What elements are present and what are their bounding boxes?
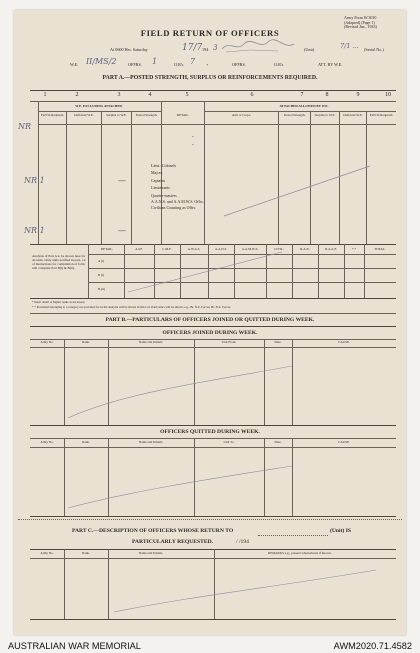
analysis-row-b-i: B (i) [98, 273, 105, 277]
header-surplus-att: Surplus to W.E. [314, 113, 336, 117]
we-label: W.E. [70, 62, 79, 67]
rule [18, 519, 402, 520]
ors-value: 7 [190, 57, 196, 66]
rank-captains: Captains [151, 177, 165, 183]
rule [38, 101, 39, 244]
form-title: FIELD RETURN OF OFFICERS [140, 28, 280, 38]
handwritten-row-2: NR 1 [24, 226, 45, 235]
cancel-stroke-analysis [126, 248, 286, 296]
offrs-label: OFFRS. [128, 62, 142, 67]
analysis-note: Analysis of Part A to be shown here for all units. Only units notified in para. 14 of Instructions for compilation of form will complete Part B(i) & B(ii). [32, 254, 86, 270]
asterisk-2: * [192, 143, 194, 147]
cancel-stroke-quitted [66, 462, 296, 512]
rank-list [151, 162, 205, 211]
rule [88, 244, 89, 298]
form-revised: (Revised Jan., 1943) [344, 24, 377, 30]
handwritten-dash-1: — [118, 176, 126, 185]
rule [30, 244, 396, 245]
we-excluding-header: W.E. EXCLUDING ATTACHED. [75, 104, 123, 108]
header-detail: DETAIL. [176, 113, 190, 117]
part-c-requested: PARTICULARLY REQUESTED. [132, 539, 214, 545]
ors-label: O.R's. [174, 62, 185, 67]
header-posted-strength-att: Posted Strength. [283, 113, 306, 117]
rank-aans: A.A.N.S. and A.A.M.W.S. Offrs. [151, 199, 204, 205]
rank-majors: Majors [151, 170, 163, 176]
rule [258, 535, 328, 536]
rank-civilians: Civilians Counting as Offrs. [151, 205, 197, 211]
date-handwritten: 17/7 [182, 43, 203, 53]
rank-lieutenants: Lieutenants [151, 185, 170, 191]
form-adapted: (Adapted) (Page 1) [344, 19, 375, 25]
quitted-title: OFFICERS QUITTED DURING WEEK. [160, 429, 260, 435]
rule [38, 124, 396, 125]
attached-allowed-header: ATTACHED ALLOWED BY W.E. [279, 104, 329, 108]
handwritten-dash-2: — [118, 226, 126, 235]
rule [30, 549, 396, 550]
rank-lt-colonels: Lieut.-Colonels [151, 163, 176, 168]
rule [108, 549, 109, 619]
form-number: Army Form W.3010 [344, 15, 377, 20]
cancel-stroke-a [220, 160, 380, 220]
rule [204, 111, 396, 112]
rule [66, 111, 67, 244]
part-b-title: PART B.—PARTICULARS OF OFFICERS JOINED OR QUITTED DURING WEEK. [105, 317, 315, 323]
unit-label: (Unit) [304, 47, 315, 52]
header-estbm-att: Est'b'm Required. [369, 113, 394, 117]
plus-offrs-label: OFFRS. [232, 62, 246, 67]
handwritten-row-1: NR 1 [24, 176, 45, 185]
at-hours-label: At 0600 Hrs. Saturday [110, 47, 148, 52]
header-surplus: Surplus to W.E. [106, 113, 127, 117]
part-a-title: PART A.—POSTED STRENGTH, SURPLUS OR REINFORCEMENTS REQUIRED. [102, 75, 318, 81]
rule [30, 619, 396, 620]
serial-handwritten: 7/1 ... [340, 42, 359, 50]
rule [38, 111, 161, 112]
rule [131, 111, 132, 244]
header-deficient-att: Deficient W.E. [343, 113, 363, 117]
asterisk-1: * [192, 135, 194, 139]
rule [101, 111, 102, 244]
rule [344, 244, 345, 298]
footer-institution: AUSTRALIAN WAR MEMORIAL [8, 641, 141, 651]
rule [30, 313, 396, 314]
plus-label: + [206, 62, 209, 67]
rule [364, 244, 365, 298]
rule [30, 326, 396, 327]
header-estbm-required: Est'b'm Required. [40, 113, 65, 117]
rule [30, 298, 396, 299]
rule [30, 425, 396, 426]
rule [64, 438, 65, 516]
part-c-unit-is: (Unit) IS [330, 528, 351, 534]
part-c-date-slots: / /194 [236, 539, 249, 545]
analysis-row-b-ii: B (ii) [98, 287, 106, 291]
plus-ors-label: O.R's. [274, 62, 285, 67]
form-paper: Army Form W.3010 (Adapted) (Page 1) (Revised Jan., 1943) FIELD RETURN OF OFFICERS At 0600 Hrs. Saturday 17/7 194 3 (Unit) 7/1 ... (Serial No.) W.E. II/MS/2 OFFRS. 1 O.R's. 7 + OFFRS. O.R's. ATT. BY W.E. PART A.—POSTED STRENGTH, SURPLUS OR REINFORCEMENTS REQUIRED. 1 2 3 4 5 6 7 8 9 10 W.E. EXCLUDING ATTACHED. ATTACHED ALLOWED BY W.E. Est'b'm Required. Deficient W.E. Surplus to W.E. Posted Strength. DETAIL. Arm or Corps. Posted Strength. Surplus to W.E. Deficient W.E. Est'b'm Required. * * Lieut.-Colonels Majors Captains Lieutenants Quarter-masters A.A.N.S. and A.A.M.W.S. Offrs. Civilians Counting as Offrs. NR NR 1 NR 1 — — Analysis of Part A to be shown here for all units. Only units notified in para. 14 of Instructions for compilation of form will complete Part B(i) & B(ii). DETAIL. A.I.F. C.M.F. A.W.A.S. A.A.N.S. A.A.M.W.S. CIVIL. R.A.N. R.A.A.F. * * TOTAL. A (i) B (i) B (ii) * Insert detail of higher ranks as necessary. * * Personnel belonging to a category not provided for in the analysis will be shown in this Col. Particulars will be shown, e.g., Br. N.Z. Forces; Br. N.Z. Forces. PART B.—PARTICULARS OF OFFICERS JOINED OR QUITTED DURING WEEK. OFFICERS JOINED DURING WEEK. Army No. Rank. Name and Initials. Unit From. Date. CAUSE. OFFICERS QUITTED DURING WEEK. Army No. Rank. Name and Initials. Unit To. Date. CAUSE. PART C.—DESCRIPTION OF OFFICERS WHOSE RETURN TO (Unit) IS PARTICULARLY REQUESTED. / /194 Army No. Rank. Name and Initials. REMARKS e.g., present whereabouts if known. [14, 10, 406, 635]
rule [30, 558, 396, 559]
footer-accession-number: AWM2020.71.4582 [333, 641, 412, 651]
rule [124, 244, 125, 298]
rule [64, 339, 65, 425]
offrs-value: 1 [152, 57, 158, 66]
margin-handwritten: NR [18, 122, 32, 131]
header-deficient: Deficient W.E. [74, 113, 94, 117]
unit-scribble [220, 38, 304, 54]
rank-quartermasters: Quarter-masters [151, 192, 177, 198]
rule [292, 244, 293, 298]
att-by-we-label: ATT. BY W.E. [318, 62, 343, 67]
year-suffix: 3 [213, 44, 218, 52]
joined-title: OFFICERS JOINED DURING WEEK. [162, 330, 258, 336]
rule [64, 549, 65, 619]
part-a-top-rule [30, 90, 396, 91]
serial-label: (Serial No.) [364, 47, 384, 52]
footnote-2: * * Personnel belonging to a category not provided for in the analysis will be shown in this Col. Particulars will be shown, e.g., Br. N.Z. Forces; Br. N.Z. Forces. [32, 305, 232, 309]
rule [30, 347, 396, 348]
rule [318, 244, 319, 298]
cancel-stroke-joined [66, 362, 296, 422]
year-label: 194 [202, 47, 209, 52]
we-value: II/MS/2 [86, 57, 117, 66]
part-c-title: PART C.—DESCRIPTION OF OFFICERS WHOSE RETURN TO [72, 528, 234, 534]
rule [30, 438, 396, 439]
rule [30, 516, 396, 517]
analysis-row-a-i: A (i) [98, 259, 105, 263]
header-posted-strength: Posted Strength. [135, 113, 158, 117]
rule [30, 447, 396, 448]
footnote-1: * Insert detail of higher ranks as necessary. [32, 300, 86, 304]
rule [30, 101, 396, 102]
header-arm-or-corps: Arm or Corps. [231, 113, 252, 117]
cancel-stroke-part-c [112, 566, 382, 616]
